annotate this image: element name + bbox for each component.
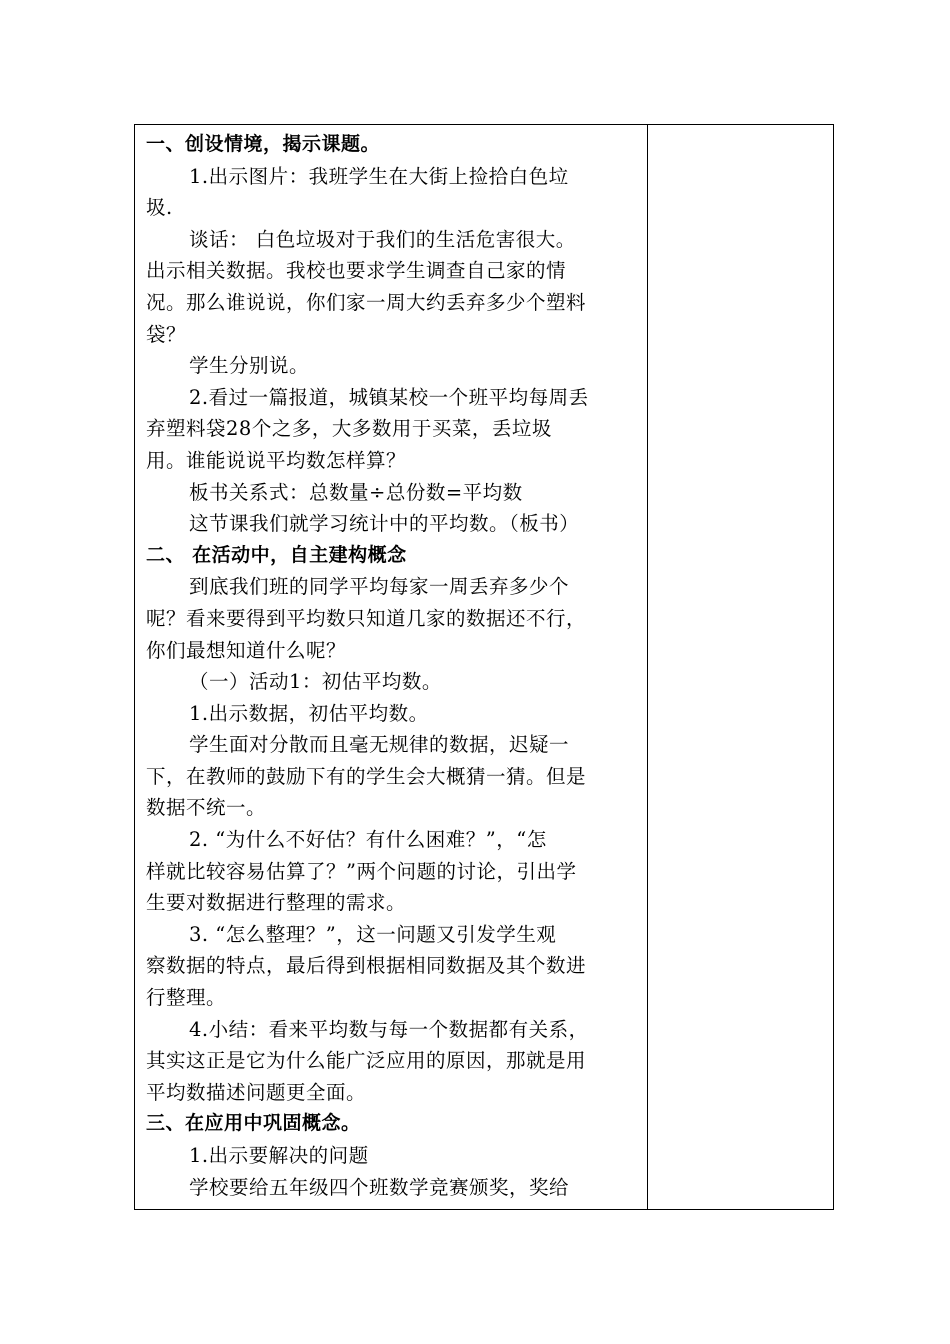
- text-line: 1.出示图片：我班学生在大街上捡拾白色垃: [189, 164, 569, 188]
- lesson-content-cell: [146, 129, 639, 1209]
- notes-cell: [648, 125, 833, 1209]
- text-line: 生要对数据进行整理的需求。: [146, 891, 407, 915]
- text-line: 平均数描述问题更全面。: [146, 1080, 367, 1104]
- text-line: 圾.: [146, 196, 173, 220]
- text-line: 3. “怎么整理？”，这一问题又引发学生观: [189, 922, 557, 946]
- text-line: 2. “为什么不好估？有什么困难？”，“怎: [189, 828, 547, 852]
- text-line: 弃塑料袋28个之多，大多数用于买菜，丢垃圾: [146, 417, 552, 441]
- text-line: 你们最想知道什么呢？: [146, 638, 347, 662]
- text-line: 况。那么谁说说，你们家一周大约丢弃多少个塑料: [146, 290, 587, 314]
- text-line: 学生分别说。: [189, 354, 310, 378]
- text-line: 谈话： 白色垃圾对于我们的生活危害很大。: [189, 227, 576, 251]
- text-line: 用。谁能说说平均数怎样算？: [146, 448, 407, 472]
- text-line: 4.小结：看来平均数与每一个数据都有关系，: [189, 1017, 589, 1041]
- text-line: 察数据的特点，最后得到根据相同数据及其个数进: [146, 954, 587, 978]
- text-line: 学校要给五年级四个班数学竞赛颁奖，奖给: [189, 1175, 570, 1199]
- text-line: 其实这正是它为什么能广泛应用的原因，那就是用: [146, 1049, 587, 1073]
- text-line: 学生面对分散而且毫无规律的数据，迟疑一: [189, 733, 570, 757]
- text-line: 2.看过一篇报道，城镇某校一个班平均每周丢: [189, 385, 589, 409]
- text-line: 1.出示要解决的问题: [189, 1144, 369, 1167]
- text-line: 到底我们班的同学平均每家一周丢弃多少个: [189, 575, 570, 599]
- text-line: 样就比较容易估算了？”两个问题的讨论，引出学: [146, 859, 577, 883]
- section-heading: 一、创设情境，揭示课题。: [146, 133, 381, 155]
- text-line: 这节课我们就学习统计中的平均数。（板书）: [189, 512, 580, 536]
- section-heading: 二、 在活动中，自主建构概念: [146, 543, 407, 566]
- section-heading: 三、在应用中巩固概念。: [146, 1112, 361, 1135]
- text-line: 出示相关数据。我校也要求学生调查自己家的情: [146, 259, 567, 283]
- lesson-plan-table: [134, 124, 834, 1210]
- text-line: （一）活动1：初估平均数。: [189, 670, 442, 694]
- text-line: 袋？: [146, 322, 187, 346]
- text-line: 下，在教师的鼓励下有的学生会大概猜一猜。但是: [146, 764, 587, 788]
- text-line: 行整理。: [146, 986, 227, 1010]
- text-line: 呢？看来要得到平均数只知道几家的数据还不行，: [146, 606, 587, 630]
- text-line: 板书关系式：总数量÷总份数=平均数: [189, 480, 523, 504]
- text-line: 1.出示数据，初估平均数。: [189, 701, 429, 725]
- text-line: 数据不统一。: [146, 796, 267, 820]
